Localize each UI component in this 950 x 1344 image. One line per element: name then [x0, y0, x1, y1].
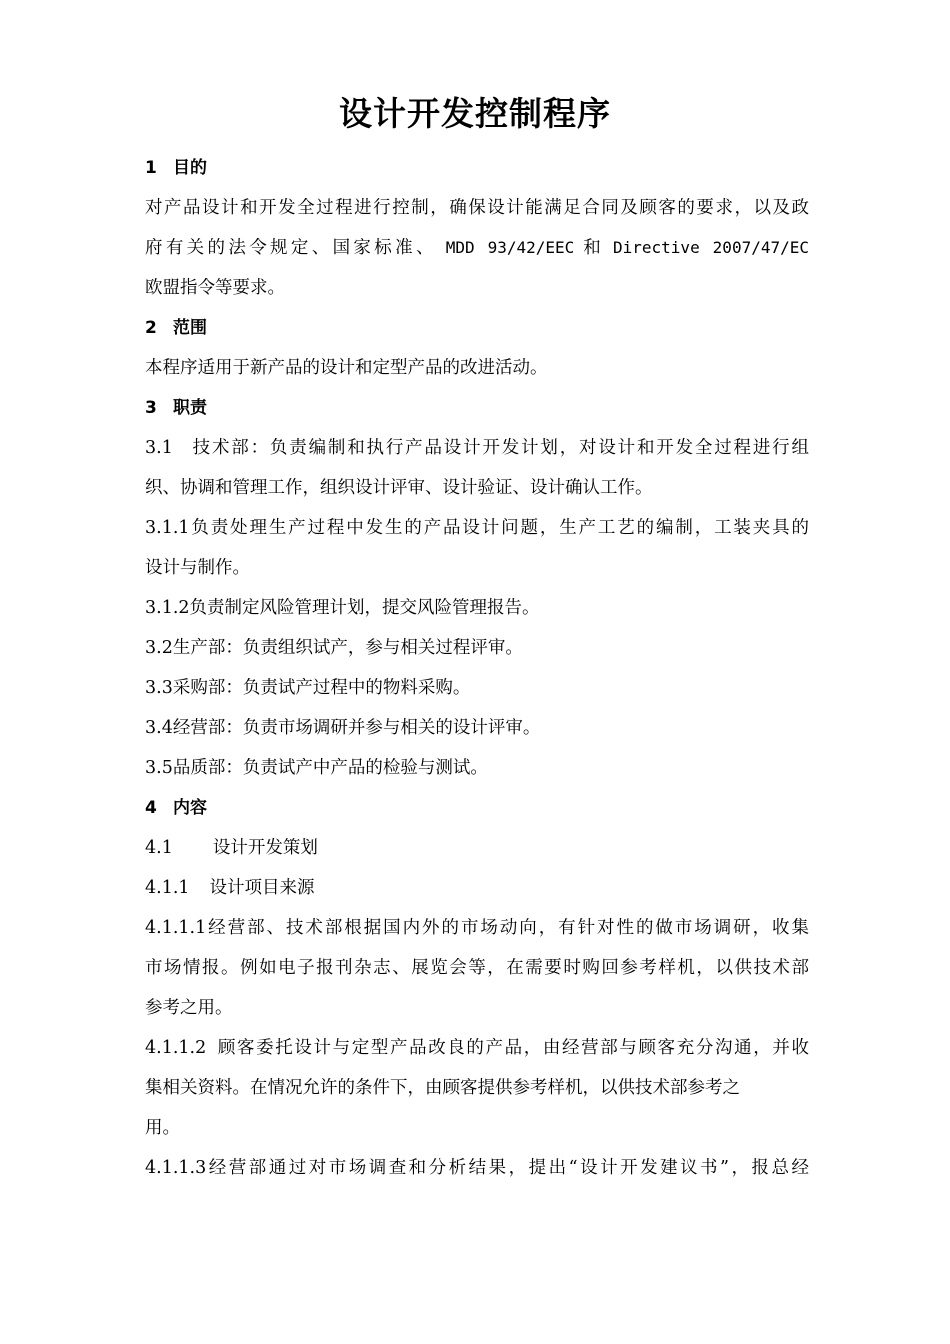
section-4-heading: [145, 788, 809, 828]
clause-3-1-2-line: [145, 588, 809, 628]
section-1-text-line: 欧盟指令等要求。: [145, 278, 285, 298]
clause-number: 4.1.1.3: [145, 1158, 207, 1178]
clause-text: 顾客委托设计与定型产品改良的产品，由经营部与顾客充分沟通，并收: [216, 1038, 809, 1058]
clause-number: 4.1: [145, 838, 173, 858]
section-title: 范围: [173, 318, 207, 338]
clause-text: 经营部：负责市场调研并参与相关的设计评审。: [172, 718, 541, 738]
clause-4-1-line: [145, 828, 809, 868]
section-number: 1: [145, 158, 157, 178]
clause-3-1-1-line: [145, 508, 809, 548]
clause-text: 采购部：负责试产过程中的物料采购。: [172, 678, 471, 698]
text-run: 和: [583, 238, 605, 258]
section-2-text-line: 本程序适用于新产品的设计和定型产品的改进活动。: [145, 358, 548, 378]
clause-text: 品质部：负责试产中产品的检验与测试。: [172, 758, 488, 778]
clause-4-1-1-2-line: [145, 1028, 809, 1068]
standard-directive: Directive 2007/47/EC: [613, 238, 809, 257]
section-1-text-line: 对产品设计和开发全过程进行控制，确保设计能满足合同及顾客的要求，以及政: [145, 198, 809, 218]
clause-text: 经营部、技术部根据国内外的市场动向，有针对性的做市场调研，收集: [206, 918, 809, 938]
clause-text: 生产部：负责组织试产，参与相关过程评审。: [172, 638, 523, 658]
clause-text: 负责制定风险管理计划，提交风险管理报告。: [189, 598, 540, 618]
section-1-text-line: [145, 228, 809, 268]
clause-title: 设计开发策划: [212, 838, 318, 858]
standard-mdd: MDD 93/42/EEC: [445, 238, 575, 257]
clause-number: 3.2: [145, 638, 173, 658]
document-title: 设计开发控制程序: [339, 94, 611, 133]
section-3-heading: [145, 388, 809, 428]
clause-title: 设计项目来源: [209, 878, 315, 898]
clause-3-1-1-line: 设计与制作。: [145, 558, 250, 578]
clause-number: 4.1.1.2: [145, 1038, 207, 1058]
clause-4-1-1-1-line: 参考之用。: [145, 998, 233, 1018]
clause-4-1-1-2-line: 集相关资料。在情况允许的条件下，由顾客提供参考样机，以供技术部参考之: [145, 1078, 740, 1098]
clause-number: 3.5: [145, 758, 173, 778]
clause-4-1-1-line: [145, 868, 809, 908]
clause-number: 3.1: [145, 438, 173, 458]
section-number: 2: [145, 318, 157, 338]
clause-3-5-line: [145, 748, 809, 788]
clause-3-4-line: [145, 708, 809, 748]
clause-3-2-line: [145, 628, 809, 668]
section-title: 目的: [173, 158, 207, 178]
section-1-heading: [145, 148, 809, 188]
clause-text: 负责处理生产过程中发生的产品设计问题，生产工艺的编制，工装夹具的: [189, 518, 809, 538]
section-title: 内容: [173, 798, 207, 818]
clause-number: 4.1.1: [145, 878, 190, 898]
clause-3-3-line: [145, 668, 809, 708]
clause-3-1-line: [145, 428, 809, 468]
section-2-heading: [145, 308, 809, 348]
section-number: 4: [145, 798, 157, 818]
text-run: 府有关的法令规定、国家标准、: [145, 238, 437, 258]
section-title: 职责: [173, 398, 207, 418]
clause-number: 3.4: [145, 718, 173, 738]
clause-number: 4.1.1.1: [145, 918, 207, 938]
section-number: 3: [145, 398, 157, 418]
clause-text: 经营部通过对市场调查和分析结果，提出“设计开发建议书”，报总经: [206, 1158, 809, 1178]
clause-4-1-1-1-line: 市场情报。例如电子报刊杂志、展览会等，在需要时购回参考样机，以供技术部: [145, 958, 809, 978]
clause-text: 技术部：负责编制和执行产品设计开发计划，对设计和开发全过程进行组: [190, 438, 809, 458]
clause-4-1-1-1-line: [145, 908, 809, 948]
clause-number: 3.3: [145, 678, 173, 698]
clause-4-1-1-2-line: 用。: [145, 1118, 180, 1138]
clause-3-1-line: 织、协调和管理工作，组织设计评审、设计验证、设计确认工作。: [145, 478, 653, 498]
clause-4-1-1-3-line: [145, 1148, 809, 1188]
clause-number: 3.1.1: [145, 518, 190, 538]
document-body: [145, 148, 809, 1188]
clause-number: 3.1.2: [145, 598, 190, 618]
